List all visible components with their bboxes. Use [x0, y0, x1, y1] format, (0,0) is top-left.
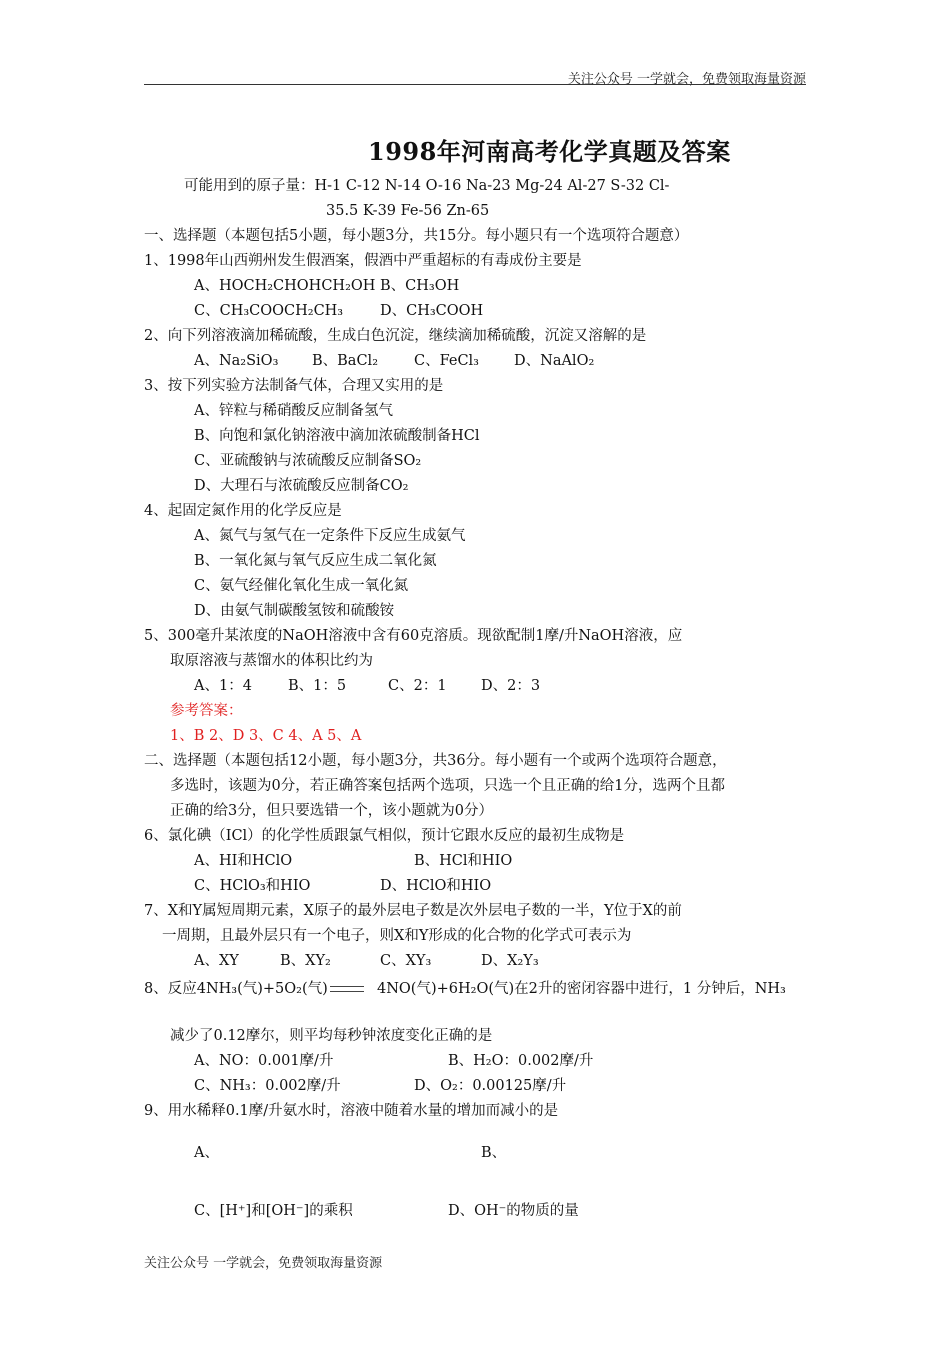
q1-option-d: D、CH₃COOH — [380, 303, 484, 319]
q9-option-b: B、 — [481, 1145, 507, 1161]
q2-option-a: A、Na₂SiO₃ — [194, 353, 279, 369]
page-header: 关注公众号 一学就会，免费领取海量资源 — [567, 72, 806, 87]
q4-option-d: D、由氨气制碳酸氢铵和硫酸铵 — [194, 603, 395, 619]
q9-option-d: D、OH⁻的物质的量 — [448, 1203, 579, 1219]
q1-option-c: C、CH₃COOCH₂CH₃ — [194, 303, 344, 319]
q9-option-c: C、[H⁺]和[OH⁻]的乘积 — [194, 1203, 353, 1219]
q8-stem-right: 4NO(气)+6H₂O(气)在2升的密闭容器中进行，1 分钟后，NH₃ — [377, 981, 786, 997]
q8-option-a: A、NO：0.001摩/升 — [194, 1053, 334, 1069]
q6-option-d: D、HClO和HIO — [380, 878, 492, 894]
q6-option-a: A、HI和HClO — [194, 853, 293, 869]
q3-option-c: C、亚硫酸钠与浓硫酸反应制备SO₂ — [194, 453, 422, 469]
q9-option-a: A、 — [194, 1145, 219, 1161]
q8-stem-line-2: 减少了0.12摩尔，则平均每秒钟浓度变化正确的是 — [170, 1028, 493, 1044]
page-footer: 关注公众号 一学就会，免费领取海量资源 — [144, 1256, 383, 1271]
q4-option-c: C、氨气经催化氧化生成一氧化氮 — [194, 578, 409, 594]
q4-option-b: B、一氧化氮与氧气反应生成二氧化氮 — [194, 553, 437, 569]
section-2-heading-line-1: 二、选择题（本题包括12小题，每小题3分，共36分。每小题有一个或两个选项符合题意， — [144, 753, 727, 769]
q5-option-d: D、2：3 — [481, 678, 541, 694]
section-1-heading: 一、选择题（本题包括5小题，每小题3分，共15分。每小题只有一个选项符合题意） — [144, 228, 689, 244]
q7-option-b: B、XY₂ — [280, 953, 331, 969]
q1-option-b: B、CH₃OH — [380, 278, 460, 294]
q3-option-d: D、大理石与浓硫酸反应制备CO₂ — [194, 478, 409, 494]
q5-option-a: A、1：4 — [194, 678, 252, 694]
q9-stem: 9、用水稀释0.1摩/升氨水时，溶液中随着水量的增加而减小的是 — [144, 1103, 559, 1119]
q8-stem-left: 8、反应4NH₃(气)+5O₂(气) — [144, 981, 328, 997]
q3-option-b: B、向饱和氯化钠溶液中滴加浓硫酸制备HCl — [194, 428, 480, 444]
q6-option-c: C、HClO₃和HIO — [194, 878, 311, 894]
q1-stem: 1、1998年山西朔州发生假酒案，假酒中严重超标的有毒成份主要是 — [144, 253, 582, 269]
q5-option-c: C、2：1 — [388, 678, 447, 694]
q3-option-a: A、锌粒与稀硝酸反应制备氢气 — [194, 403, 393, 419]
q7-option-c: C、XY₃ — [380, 953, 432, 969]
q2-option-c: C、FeCl₃ — [414, 353, 479, 369]
equilibrium-arrow-bottom — [330, 991, 364, 992]
q7-option-a: A、XY — [194, 953, 239, 969]
q1-option-a: A、HOCH₂CHOHCH₂OH — [194, 278, 376, 294]
section-2-heading-line-2: 多选时，该题为0分，若正确答案包括两个选项，只选一个且正确的给1分，选两个且都 — [170, 778, 725, 794]
page-title: 1998年河南高考化学真题及答案 — [368, 137, 731, 166]
q4-option-a: A、氮气与氢气在一定条件下反应生成氨气 — [194, 528, 466, 544]
q7-stem-line-1: 7、X和Y属短周期元素，X原子的最外层电子数是次外层电子数的一半，Y位于X的前 — [144, 903, 682, 919]
q8-option-d: D、O₂：0.00125摩/升 — [414, 1078, 567, 1094]
header-rule — [144, 84, 806, 85]
q6-option-b: B、HCl和HIO — [414, 853, 513, 869]
q8-option-b: B、H₂O：0.002摩/升 — [448, 1053, 594, 1069]
q5-option-b: B、1：5 — [288, 678, 347, 694]
equilibrium-arrow-top — [330, 986, 364, 987]
section-2-heading-line-3: 正确的给3分，但只要选错一个，该小题就为0分） — [170, 803, 493, 819]
atomic-mass-line-1: 可能用到的原子量：H-1 C-12 N-14 O-16 Na-23 Mg-24 Al-27 S-32 Cl- — [184, 178, 670, 194]
atomic-mass-line-2: 35.5 K-39 Fe-56 Zn-65 — [326, 203, 490, 219]
q3-stem: 3、按下列实验方法制备气体，合理又实用的是 — [144, 378, 444, 394]
q7-option-d: D、X₂Y₃ — [481, 953, 539, 969]
q6-stem: 6、氯化碘（ICl）的化学性质跟氯气相似，预计它跟水反应的最初生成物是 — [144, 828, 625, 844]
q5-stem-line-2: 取原溶液与蒸馏水的体积比约为 — [170, 653, 373, 669]
q5-stem-line-1: 5、300毫升某浓度的NaOH溶液中含有60克溶质。现欲配制1摩/升NaOH溶液，应 — [144, 628, 683, 644]
q8-option-c: C、NH₃：0.002摩/升 — [194, 1078, 341, 1094]
q2-option-d: D、NaAlO₂ — [514, 353, 595, 369]
q2-stem: 2、向下列溶液滴加稀硫酸，生成白色沉淀，继续滴加稀硫酸，沉淀又溶解的是 — [144, 328, 647, 344]
q4-stem: 4、起固定氮作用的化学反应是 — [144, 503, 342, 519]
answer-list: 1、B 2、D 3、C 4、A 5、A — [170, 728, 362, 744]
answer-label: 参考答案： — [170, 703, 243, 719]
q7-stem-line-2: 一周期，且最外层只有一个电子，则X和Y形成的化合物的化学式可表示为 — [162, 928, 632, 944]
q2-option-b: B、BaCl₂ — [312, 353, 379, 369]
